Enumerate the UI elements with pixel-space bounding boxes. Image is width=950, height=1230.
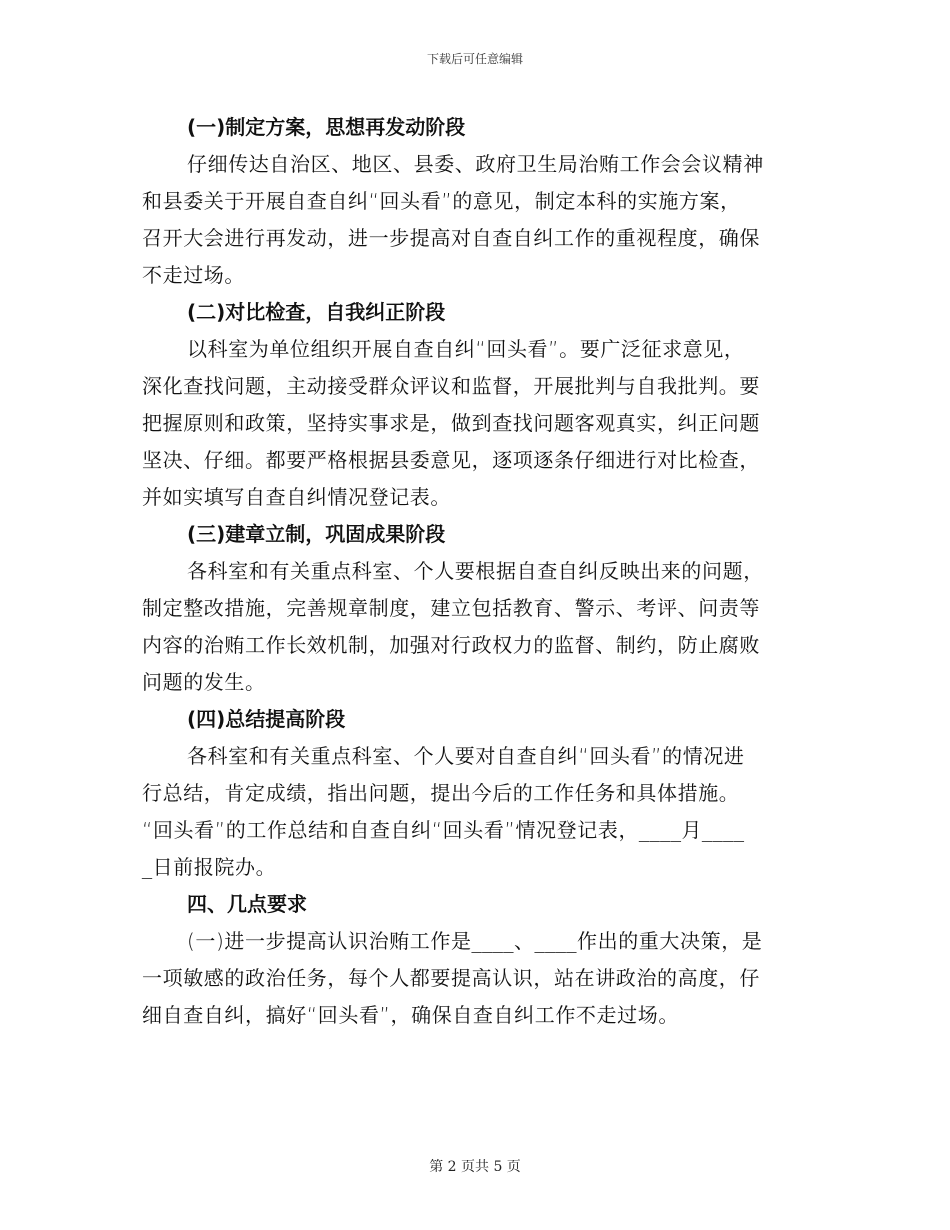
- paragraph-line: 各科室和有关重点科室、个人要根据自查自纠反映出来的问题，: [187, 559, 764, 583]
- section-heading-3: (三)建章立制，巩固成果阶段: [187, 522, 446, 546]
- paragraph-line: 问题的发生。: [142, 670, 266, 694]
- paragraph-line: 召开大会进行再发动，进一步提高对自查自纠工作的重视程度，确保: [142, 226, 760, 250]
- paragraph-line: “回头看”的工作总结和自查自纠“回头看”情况登记表，____月____: [142, 818, 745, 842]
- section-heading-4: (四)总结提高阶段: [187, 707, 346, 731]
- paragraph-line: 一项敏感的政治任务，每个人都要提高认识，站在讲政治的高度，仔: [142, 966, 760, 990]
- paragraph-line: 仔细传达自治区、地区、县委、政府卫生局治贿工作会会议精神: [187, 152, 764, 176]
- document-body: [142, 109, 804, 1034]
- paragraph-line: 制定整改措施，完善规章制度，建立包括教育、警示、考评、问责等: [142, 596, 760, 620]
- paragraph-line: 坚决、仔细。都要严格根据县委意见，逐项逐条仔细进行对比检查，: [142, 448, 760, 472]
- paragraph-line: 以科室为单位组织开展自查自纠“回头看”。要广泛征求意见，: [187, 337, 745, 361]
- section-heading-5: 四、几点要求: [187, 892, 307, 916]
- paragraph-line: 深化查找问题，主动接受群众评议和监督，开展批判与自我批判。要: [142, 374, 760, 398]
- section-heading-1: (一)制定方案，思想再发动阶段: [187, 115, 466, 139]
- section-paragraph-1: [142, 146, 804, 294]
- paragraph-line: 内容的治贿工作长效机制，加强对行政权力的监督、制约，防止腐败: [142, 633, 760, 657]
- section-paragraph-3: [142, 553, 804, 701]
- section-paragraph-4: [142, 738, 804, 886]
- paragraph-line: _日前报院办。: [142, 855, 277, 879]
- paragraph-line: 细自查自纠，搞好“回头看”，确保自查自纠工作不走过场。: [142, 1003, 679, 1027]
- page-number: 第 2 页共 5 页: [429, 1159, 521, 1175]
- paragraph-line: 不走过场。: [142, 263, 245, 287]
- section-paragraph-5: [142, 923, 804, 1034]
- paragraph-line: 把握原则和政策，坚持实事求是，做到查找问题客观真实，纠正问题: [142, 411, 760, 435]
- paragraph-line: 和县委关于开展自查自纠“回头看”的意见，制定本科的实施方案，: [142, 189, 741, 213]
- section-heading-2: (二)对比检查，自我纠正阶段: [187, 300, 446, 324]
- section-paragraph-2: [142, 331, 804, 516]
- paragraph-line: 各科室和有关重点科室、个人要对自查自纠“回头看”的情况进: [187, 744, 745, 768]
- paragraph-line: (一)进一步提高认识治贿工作是____、____作出的重大决策，是: [187, 929, 763, 953]
- paragraph-line: 行总结，肯定成绩，指出问题，提出今后的工作任务和具体措施。: [142, 781, 740, 805]
- paragraph-line: 并如实填写自查自纠情况登记表。: [142, 485, 451, 509]
- header-note: 下载后可任意编辑: [426, 52, 523, 66]
